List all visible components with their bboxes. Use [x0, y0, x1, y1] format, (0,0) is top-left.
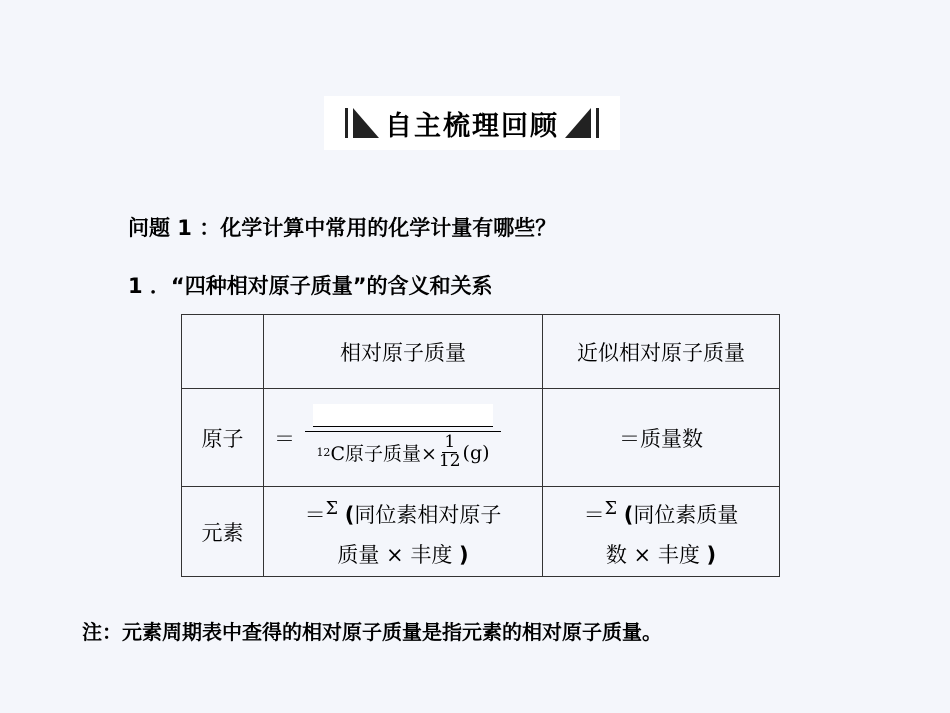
sigma-icon: Σ — [325, 498, 339, 519]
section-heading: 1 ．“四种相对原子质量”的含义和关系 — [128, 274, 493, 298]
element-relative-line2 — [264, 535, 542, 575]
banner-triangle-right-icon — [565, 108, 591, 138]
fraction-line — [305, 431, 501, 432]
element-relative-cell — [264, 487, 543, 577]
question-text: 问题 1 ：化学计算中常用的化学计量有哪些？ — [128, 216, 557, 240]
banner-bar-left — [345, 108, 348, 138]
element-rel-text1: 同位素相对原子 — [354, 502, 502, 527]
atom-formula — [264, 404, 542, 471]
element-approx-cell — [543, 487, 780, 577]
eq-prefix: ＝ — [304, 502, 326, 527]
row-label-element: 元素 — [182, 487, 264, 577]
element-approx-line1 — [543, 489, 779, 535]
paren-open-approx: ( — [623, 502, 634, 527]
small-frac-den: 12 — [438, 451, 461, 471]
element-relative-line1 — [264, 489, 542, 535]
small-frac-num: 1 — [444, 432, 456, 453]
banner-bar-right — [596, 108, 599, 138]
header-cell-approx: 近似相对原子质量 — [543, 315, 780, 389]
paren-close: ) — [459, 542, 469, 567]
element-approx-line2 — [543, 535, 779, 575]
atomic-mass-table — [181, 314, 780, 577]
atom-relative-cell — [264, 389, 543, 487]
carbon-superscript: 12 — [316, 446, 331, 459]
table-row-atom — [182, 389, 780, 487]
one-twelfth-fraction — [439, 434, 461, 471]
equals-sign: ＝ — [274, 426, 295, 451]
atom-approx-cell: ＝质量数 — [543, 389, 780, 487]
eq-prefix-approx: ＝ — [583, 502, 605, 527]
paren-close-approx: ) — [706, 542, 717, 567]
carbon-mass-text: C原子质量× — [330, 443, 437, 465]
element-approx-text1: 同位素质量 — [633, 502, 739, 527]
main-fraction — [305, 404, 501, 471]
element-approx-text2: 数 × 丰度 — [605, 542, 700, 567]
banner-title: 自主梳理回顾 — [385, 110, 559, 142]
row-label-atom: 原子 — [182, 389, 264, 487]
element-rel-text2: 质量 × 丰度 — [337, 542, 453, 567]
banner-triangle-left-icon — [353, 108, 379, 138]
header-cell-empty — [182, 315, 264, 389]
unit-text: (g) — [462, 441, 490, 464]
table-row-element — [182, 487, 780, 577]
paren-open: ( — [344, 502, 355, 527]
footnote: 注：元素周期表中查得的相对原子质量是指元素的相对原子质量。 — [82, 620, 662, 644]
header-cell-relative: 相对原子质量 — [264, 315, 543, 389]
sigma-icon-approx: Σ — [604, 498, 618, 519]
fraction-numerator-blank — [313, 404, 493, 427]
table-header-row — [182, 315, 780, 389]
fraction-denominator — [316, 434, 489, 471]
section-banner — [324, 96, 620, 150]
